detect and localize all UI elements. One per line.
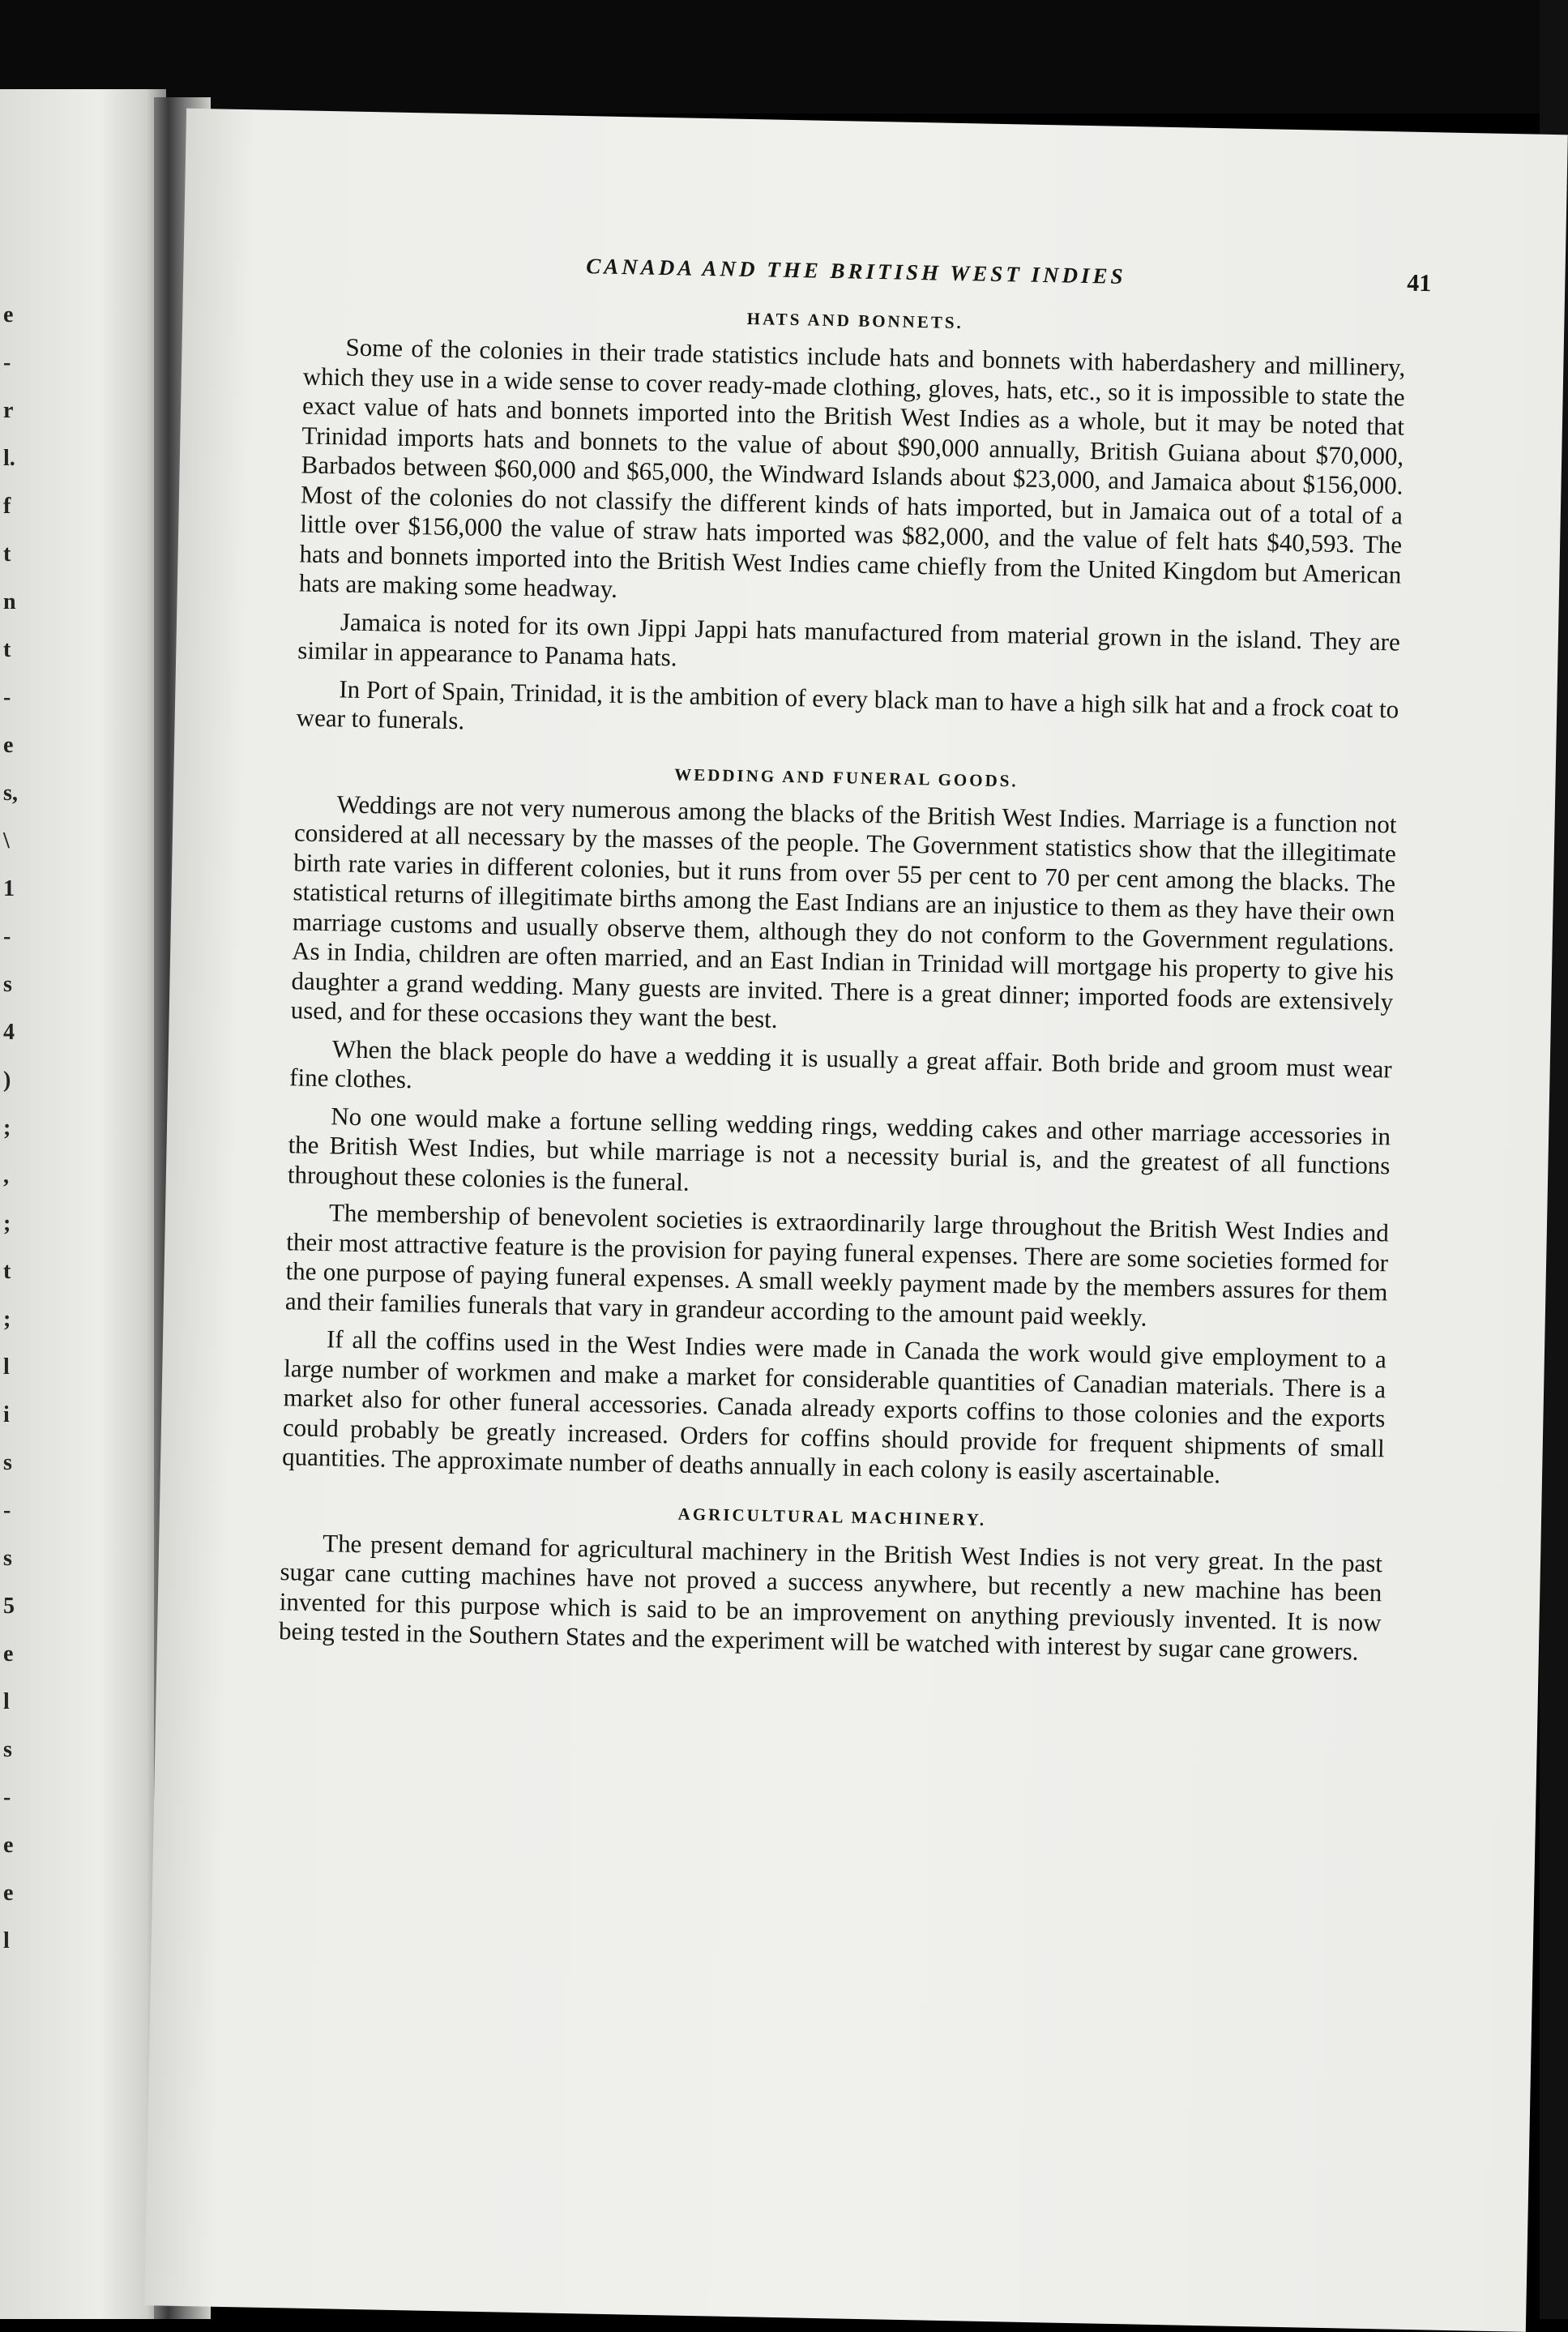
section-heading: WEDDING AND FUNERAL GOODS. [673, 764, 1019, 790]
facing-page-glyph: - [3, 1785, 11, 1810]
facing-page-glyph: , [3, 1163, 9, 1188]
facing-page-glyph: ; [3, 1211, 11, 1236]
facing-page-glyph: t [3, 637, 11, 662]
facing-page-glyph: l [3, 1354, 10, 1380]
scan-top-band [0, 0, 1568, 113]
paragraph: The present demand for agricultural machinery in the British West Indies is not very great. In the past sugar cane cutting machines have not proved a success anywhere, but recently a new machine has been invented for this purpose which is said to be an improvement on anything previously invented. It is now being tested in the Southern States and the experiment will be watched with interest by sugar cane growers. [278, 1528, 1383, 1666]
facing-page-glyph: - [3, 1498, 11, 1523]
facing-page-glyph: s, [3, 781, 18, 806]
facing-page-glyph: e [3, 302, 14, 327]
facing-page-glyph: \ [3, 828, 10, 854]
facing-page-glyph: l. [3, 446, 15, 471]
facing-page-glyph: s [3, 1737, 12, 1762]
facing-page-glyph: ; [3, 1115, 11, 1140]
facing-page-glyph: 1 [3, 876, 15, 901]
section-heading: AGRICULTURAL MACHINERY. [677, 1504, 987, 1530]
paragraph: Weddings are not very numerous among the blacks of the British West Indies. Marriage is a function not considered at all necessary by the masses of the people. The Government statistics show that the illegitimate birth rate varies in different colonies, but it runs from over 55 per cent to 70 per cent among the blacks. The statistical returns of illegitimate births among the East Indians are an injustice to them as they have their own marriage customs and usually observe them, although they do not conform to the Government regulations. As in India, children are often married, and an East Indian in Trinidad will mortgage his property to give his daughter a grand wedding. Many guests are invited. There is a great dinner; imported foods are extensively used, and for these occasions they want the best. [290, 789, 1397, 1033]
facing-page-glyph: ) [3, 1068, 11, 1093]
paragraph: No one would make a fortune selling wedding rings, wedding cakes and other marriage accessories in the British West Indies, but while marriage is not a necessity burial is, and the greatest of all functions throughout these colonies is the funeral. [287, 1101, 1391, 1196]
facing-page-glyph: e [3, 733, 14, 758]
section-heading: HATS AND BONNETS. [746, 308, 964, 333]
facing-page-glyph: t [3, 541, 11, 567]
facing-page-glyph: s [3, 1546, 12, 1571]
page-content [278, 248, 1432, 1675]
facing-page-glyph: s [3, 1450, 12, 1475]
facing-page-glyph: ; [3, 1307, 11, 1332]
paragraph: The membership of benevolent societies is extraordinarily large throughout the British West Indies and their most attractive feature is the provision for paying funeral expenses. There are some societies formed for the one purpose of paying funeral expenses. A small weekly payment made by the members assures for them and their families funerals that vary in grandeur according to the amount paid weekly. [284, 1198, 1390, 1332]
facing-page-glyph: - [3, 924, 11, 949]
facing-page-glyph: - [3, 685, 11, 710]
book-page [144, 109, 1568, 2332]
facing-page-glyph: r [3, 398, 14, 423]
facing-page-edge [0, 89, 166, 2319]
facing-page-glyph: l [3, 1928, 10, 1953]
facing-page-glyph: e [3, 1833, 14, 1858]
facing-page-glyph: i [3, 1402, 10, 1427]
paragraph: Some of the colonies in their trade statistics include hats and bonnets with haberdashery and millinery, which they use in a wide sense to cover ready-made clothing, gloves, hats, etc., so it is impossible to state the exact value of hats and bonnets imported into the British West Indies as a whole, but it may be noted that Trinidad imports hats and bonnets to the value of about $90,000 annually, British Guiana about $70,000, Barbados between $60,000 and $65,000, the Windward Islands about $23,000, and Jamaica about $156,000. Most of the colonies do not classify the different kinds of hats imported, but in Jamaica out of a total of a little over $156,000 the value of straw hats imported was $82,000, and the value of felt hats $40,593. The hats and bonnets imported into the British West Indies came chiefly from the United Kingdom but American hats are making some headway. [298, 332, 1406, 603]
facing-page-glyph: l [3, 1689, 10, 1714]
section-hats-and-bonnets [296, 300, 1406, 754]
running-head [305, 248, 1432, 302]
section-wedding-and-funeral-goods [282, 757, 1398, 1493]
facing-page-glyph: s [3, 972, 12, 997]
facing-page-glyph: f [3, 494, 11, 519]
facing-page-glyph: 5 [3, 1594, 15, 1619]
facing-page-glyph: 4 [3, 1020, 15, 1045]
facing-page-glyph: - [3, 350, 11, 375]
facing-page-glyph: n [3, 589, 16, 614]
page-number: 41 [1406, 269, 1432, 297]
facing-page-glyph: e [3, 1881, 14, 1906]
paragraph: If all the coffins used in the West Indies were made in Canada the work would give employment to a large number of workmen and make a market for considerable quantities of Canadian materials. There is a market also for other funeral accessories. Canada already exports coffins to those colonies and the exports could probably be greatly increased. Orders for coffins should provide for frequent shipments of small quantities. The approximate number of deaths annually in each colony is easily ascertainable. [281, 1324, 1387, 1489]
running-head-title: CANADA AND THE BRITISH WEST INDIES [586, 254, 1126, 289]
paragraph: Jamaica is noted for its own Jippi Jappi hats manufactured from material grown in the island. They are similar in appearance to Panama hats. [297, 606, 1401, 672]
section-agricultural-machinery [279, 1496, 1383, 1667]
paragraph: In Port of Spain, Trinidad, it is the ambition of every black man to have a high silk hat and a frock coat to wear to funerals. [296, 674, 1399, 735]
paragraph: When the black people do have a wedding it is usually a great affair. Both bride and groom must wear fine clothes. [288, 1033, 1393, 1094]
facing-page-glyph: t [3, 1259, 11, 1284]
facing-page-glyph: e [3, 1641, 14, 1667]
